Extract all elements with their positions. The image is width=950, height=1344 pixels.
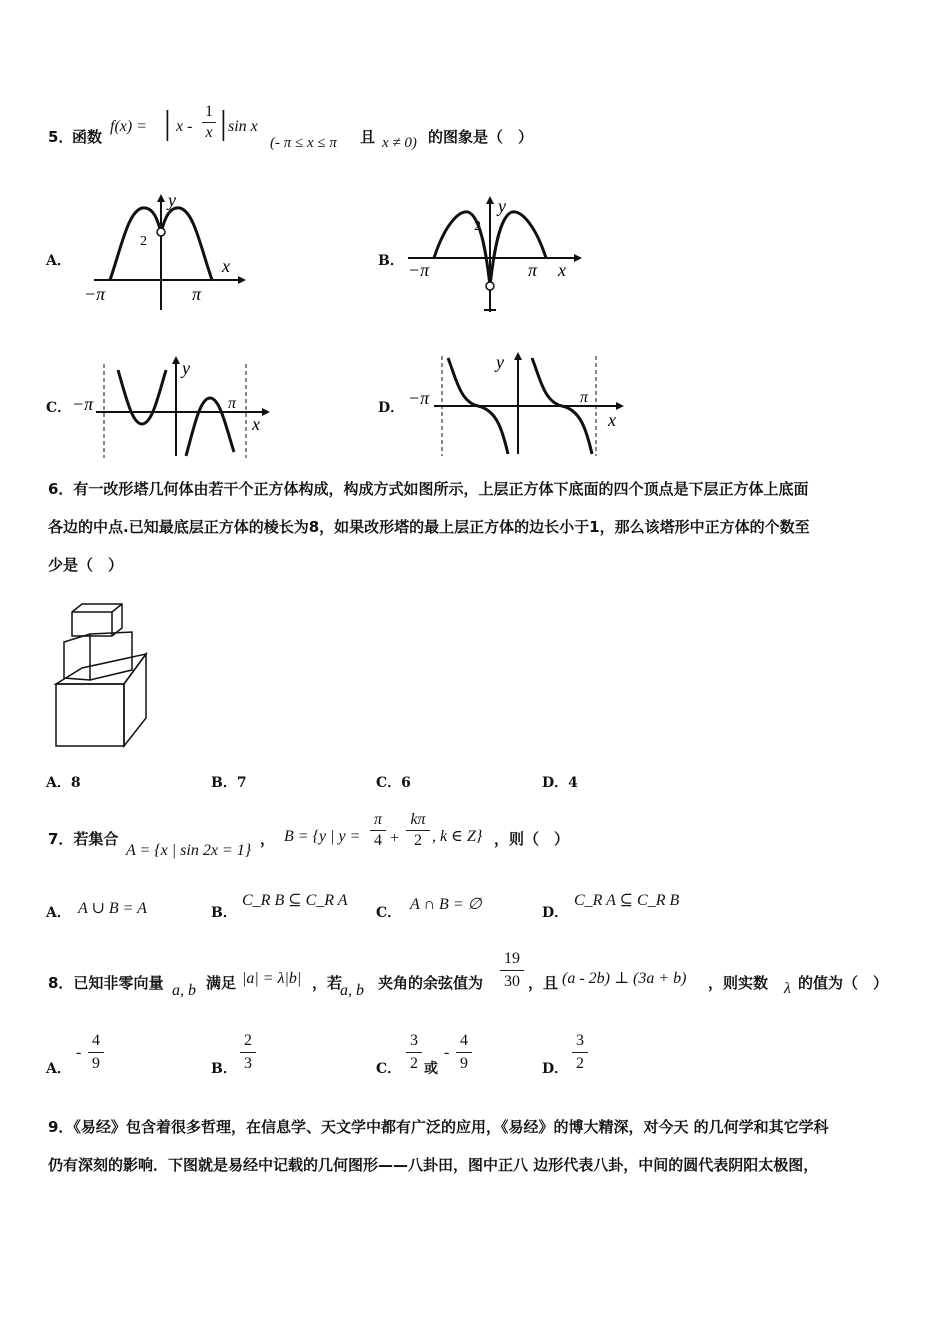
q8-vecs: a, b <box>172 982 196 999</box>
q7-tail: ，则（ ） <box>494 830 570 848</box>
q5-stem <box>48 104 568 154</box>
q9-line-1: 9．《易经》包含着很多哲理，在信息学、天文学中都有广泛的应用，《易经》的博大精深，对今天 的几何学和其它学科 <box>48 1118 829 1136</box>
q6-stem <box>48 470 908 584</box>
q5-b-neg-pi: −π <box>408 260 430 280</box>
q5-graph-b <box>404 192 589 317</box>
q5-d-x: x <box>608 410 616 430</box>
q8-option-a-sign: - <box>76 1044 82 1061</box>
q8-options <box>46 1030 746 1080</box>
q7-set-b-rhs: , k ∈ Z} <box>432 828 483 845</box>
q7-option-b-label: B． <box>211 905 237 921</box>
q7-set-a: A = {x | sin 2x = 1} <box>126 842 252 859</box>
q8-cos-text: 夹角的余弦值为 <box>378 974 484 992</box>
q8-vecs-2: a, b <box>340 982 364 999</box>
q7-option-a-expr[interactable]: A ∪ B = A <box>78 900 147 917</box>
q5-domain-and: 且 <box>360 128 376 146</box>
q8-perp: (a - 2b) ⊥ (3a + b) <box>562 970 687 987</box>
q5-c-neg-pi: −π <box>72 394 94 414</box>
q5-a-pi: π <box>192 284 202 304</box>
q8-option-c-label: C． <box>376 1061 402 1077</box>
q8-option-b-frac[interactable]: 2 3 <box>240 1030 256 1075</box>
q6-line-2: 各边的中点.已知最底层正方体的棱长为8，如果改形塔的最上层正方体的边长小于1，那么该塔形中正方体的个数至 <box>48 518 810 536</box>
q6-option-a[interactable]: A．8 <box>46 775 81 791</box>
q5-c-pi: π <box>228 395 237 412</box>
q5-graph-a <box>80 190 250 315</box>
q7-frac-2: kπ 2 <box>406 810 430 851</box>
q8-option-c-sign: - <box>444 1044 450 1061</box>
q6-tower-figure <box>52 598 152 750</box>
q5-domain-close: x ≠ 0) <box>382 135 417 151</box>
q8-tail-2: 的值为（ ） <box>798 974 889 992</box>
q5-b-pi: π <box>528 260 538 280</box>
q8-cos-frac: 19 30 <box>500 948 524 993</box>
q8-lead: 8．已知非零向量 <box>48 974 164 992</box>
q5-tail: 的图象是（ ） <box>428 128 534 146</box>
q5-func-lhs: f(x) = <box>110 118 147 135</box>
q7-plus: + <box>390 830 400 847</box>
q6-option-c[interactable]: C．6 <box>376 775 411 791</box>
q5-option-b-label: B． <box>378 253 404 269</box>
q5-c-y: y <box>182 358 190 378</box>
q5-a-neg-pi: −π <box>84 284 106 304</box>
q9-stem <box>48 1108 918 1184</box>
q5-a-y: y <box>168 190 176 210</box>
q5-a-two: 2 <box>140 234 147 249</box>
q8-lambda: λ <box>784 980 791 997</box>
q5-option-c-label: C． <box>46 400 72 416</box>
q7-frac-1: π 4 <box>370 810 386 851</box>
q6-option-d[interactable]: D．4 <box>542 775 578 791</box>
q5-sin: sin x <box>228 118 258 135</box>
q7-option-c-label: C． <box>376 905 402 921</box>
q5-number: 5． <box>48 128 74 146</box>
q7-stem <box>48 806 608 862</box>
q7-option-d-label: D． <box>542 905 569 921</box>
q5-frac: 1 x <box>202 102 216 143</box>
q7-number: 7．若集合 <box>48 830 119 848</box>
q5-func-inner: x - <box>176 118 193 135</box>
q8-option-d-frac[interactable]: 3 2 <box>572 1030 588 1075</box>
q5-d-pi: π <box>580 389 589 406</box>
q6-line-1: 6．有一改形塔几何体由若干个正方体构成，构成方式如图所示，上层正方体下底面的四个顶点是下层正方体上底面 <box>48 480 809 498</box>
q6-line-3: 少是（ ） <box>48 556 124 574</box>
q6-options <box>46 772 646 792</box>
q5-option-d-label: D． <box>378 400 405 416</box>
q8-tail: ，则实数 <box>708 974 769 992</box>
q8-option-d-label: D． <box>542 1061 569 1077</box>
q5-d-neg-pi: −π <box>408 388 430 408</box>
q8-option-c-or: 或 <box>424 1061 438 1077</box>
q8-option-b-label: B． <box>211 1061 237 1077</box>
q6-option-b[interactable]: B．7 <box>211 775 247 791</box>
q8-cond: |a| = λ|b| <box>242 970 302 987</box>
q8-stem <box>48 946 908 1002</box>
q8-option-a-frac[interactable]: 4 9 <box>88 1030 104 1075</box>
q7-options <box>46 888 746 924</box>
q5-b-two: 2 <box>474 219 481 234</box>
q5-d-y: y <box>496 352 504 372</box>
q7-option-c-expr[interactable]: A ∩ B = ∅ <box>410 896 482 913</box>
q9-line-2: 仍有深刻的影响．下图就是易经中记载的几何图形——八卦田，图中正八 边形代表八卦，中间的圆代表阴阳太极图， <box>48 1156 819 1174</box>
q5-b-x: x <box>558 260 566 280</box>
q5-graph-d <box>404 348 634 460</box>
q8-and: ，且 <box>528 974 559 992</box>
q7-option-b-expr[interactable]: C_R B ⊆ C_R A <box>242 892 348 909</box>
q5-lead: 函数 <box>72 128 103 146</box>
q8-option-c-frac-2[interactable]: 4 9 <box>456 1030 472 1075</box>
q5-c-x: x <box>252 414 260 434</box>
q8-mid: ，若 <box>312 974 343 992</box>
q5-abs-close: | <box>220 105 227 142</box>
q7-comma: ， <box>260 830 276 848</box>
q5-b-y: y <box>498 196 506 216</box>
q5-option-a-label: A． <box>46 253 71 269</box>
q8-option-a-label: A． <box>46 1061 71 1077</box>
q5-a-x: x <box>222 256 230 276</box>
q7-option-a-label: A． <box>46 905 71 921</box>
q8-option-c-frac-1[interactable]: 3 2 <box>406 1030 422 1075</box>
q5-abs-open: | <box>164 105 171 142</box>
q7-set-b-lhs: B = {y | y = <box>284 828 361 845</box>
q5-domain-open: (- π ≤ x ≤ π <box>270 135 337 151</box>
q5-graph-c <box>68 352 278 462</box>
q7-option-d-expr[interactable]: C_R A ⊆ C_R B <box>574 892 680 909</box>
q8-satisfy: 满足 <box>206 974 237 992</box>
